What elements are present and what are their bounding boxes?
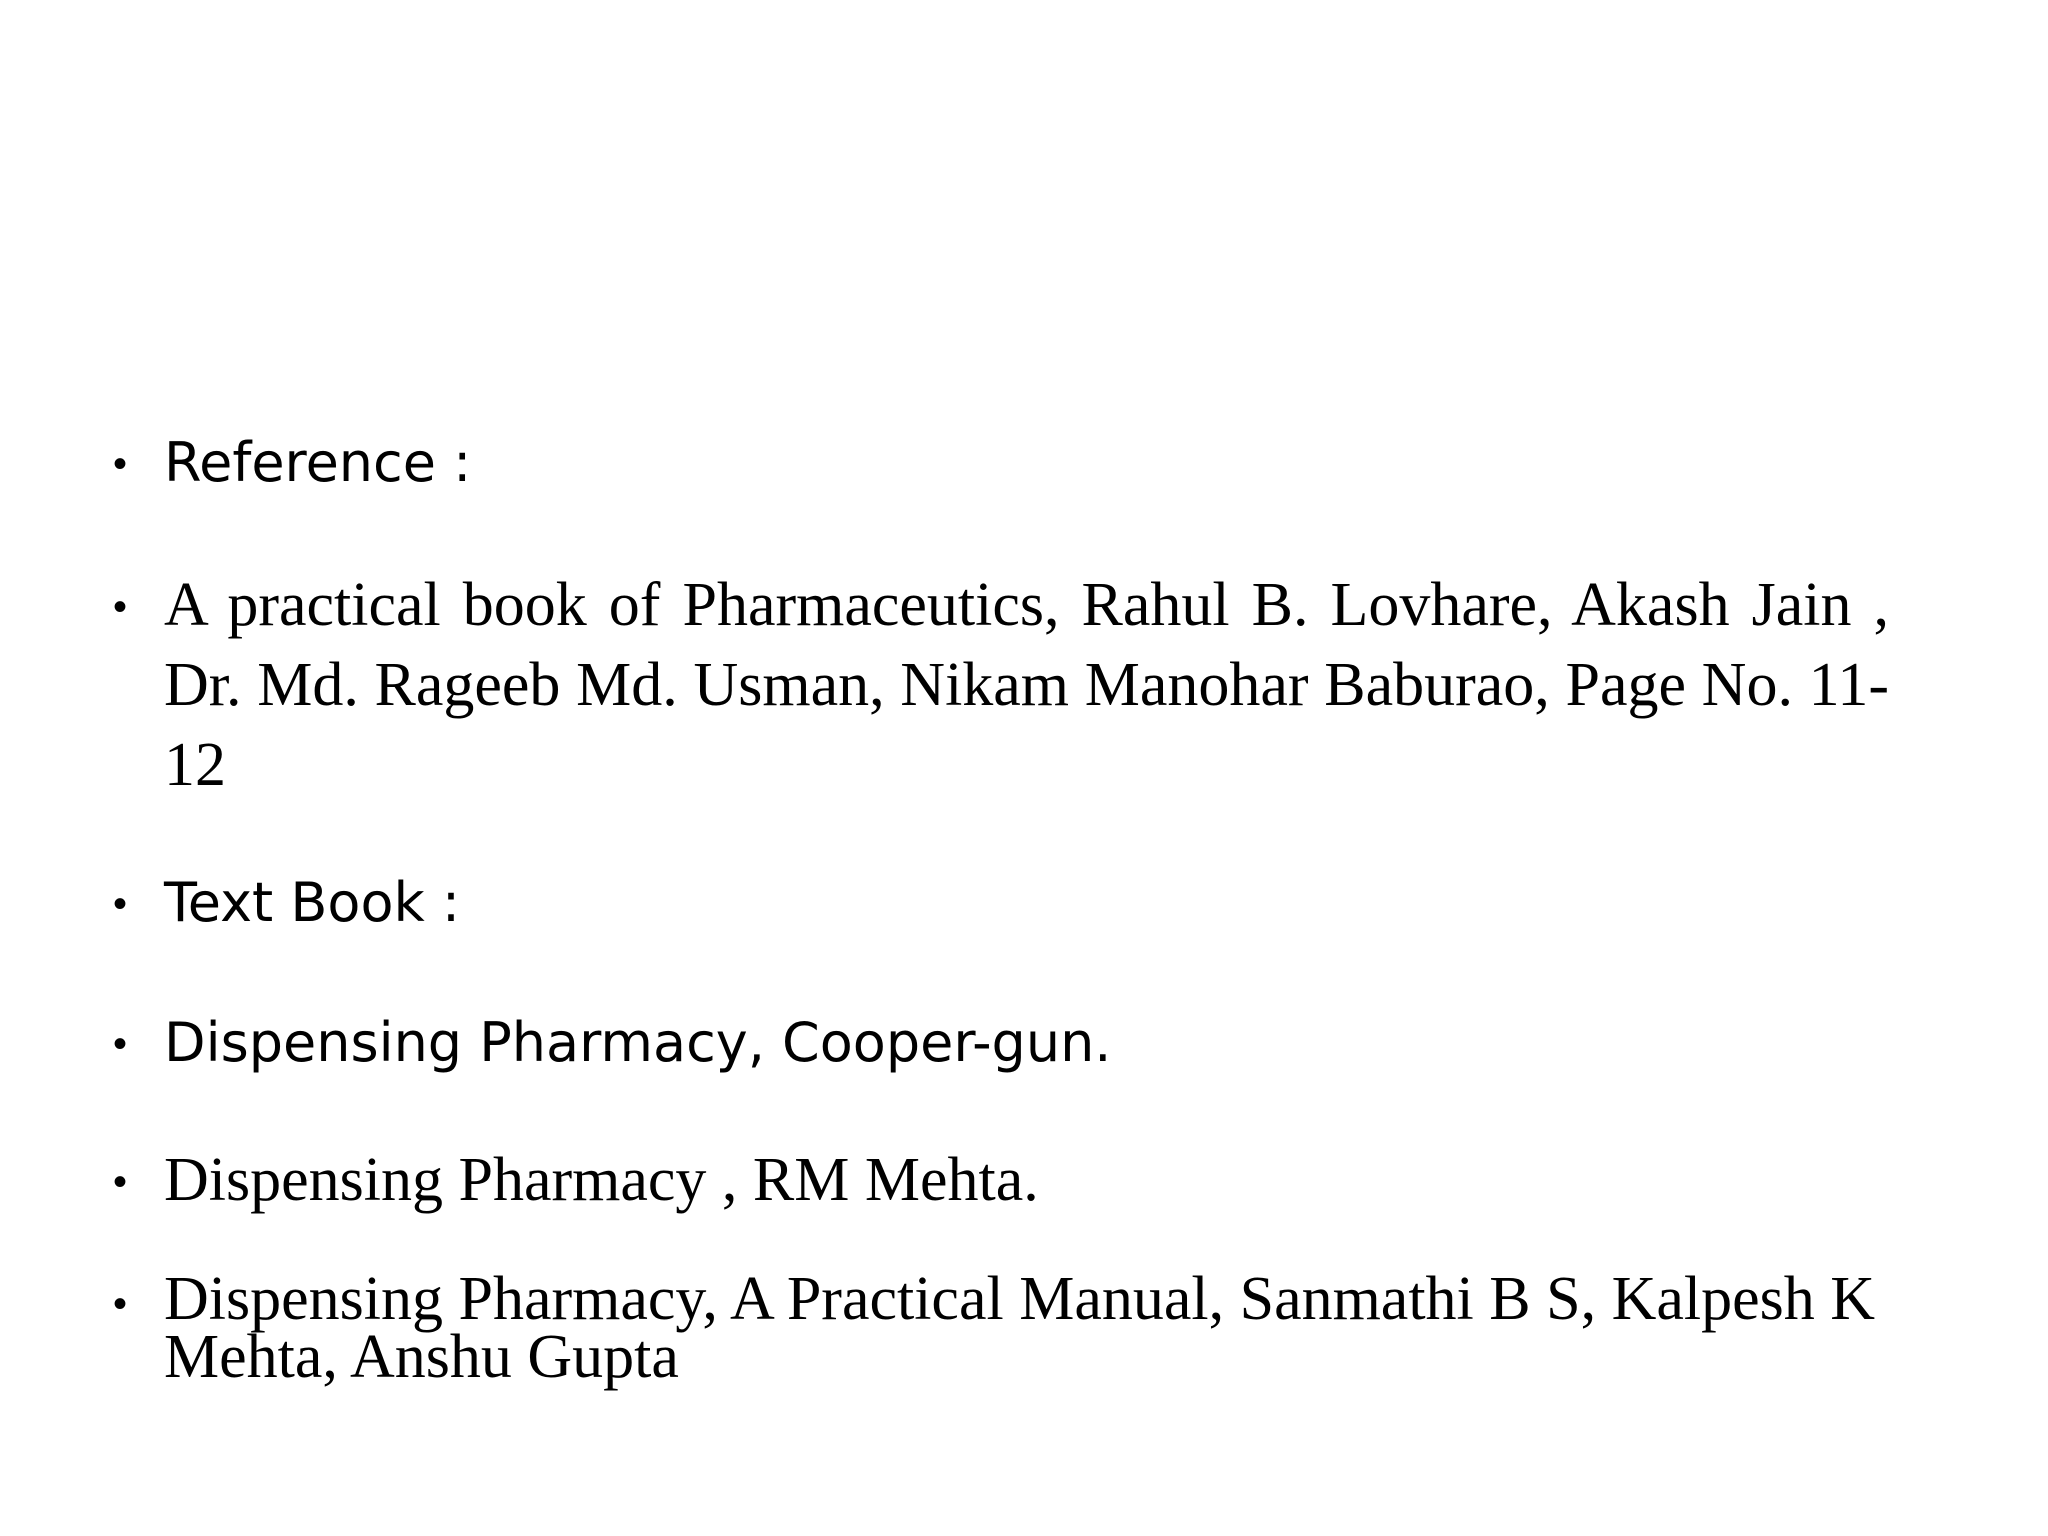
bullet-icon: • (113, 1282, 128, 1326)
textbook-mehta: Dispensing Pharmacy , RM Mehta. (164, 1146, 1039, 1214)
list-item-reference-heading (113, 430, 1889, 496)
textbook-manual: Dispensing Pharmacy, A Practical Manual, Sanmathi B S, Kalpesh K Mehta, Anshu Gupta (164, 1265, 1876, 1391)
list-item-textbook-heading (113, 870, 1889, 936)
bullet-icon: • (113, 442, 128, 486)
list-item-textbook-mehta (113, 1140, 1889, 1220)
reference-heading: Reference : (164, 431, 472, 494)
list-item-textbook-cooper (113, 1010, 1889, 1076)
list-item-reference-entry (113, 565, 1889, 805)
list-item-textbook-manual (113, 1265, 1889, 1391)
bullet-icon: • (113, 1160, 128, 1204)
bullet-icon: • (113, 585, 128, 629)
textbook-cooper: Dispensing Pharmacy, Cooper-gun. (164, 1011, 1112, 1074)
bullet-icon: • (113, 1022, 128, 1066)
bullet-icon: • (113, 882, 128, 926)
reference-entry: A practical book of Pharmaceutics, Rahul B. Lovhare, Akash Jain , Dr. Md. Rageeb Md. Usman, Nikam Manohar Baburao, Page No. 11-12 (164, 571, 1889, 799)
textbook-heading: Text Book : (164, 871, 461, 934)
